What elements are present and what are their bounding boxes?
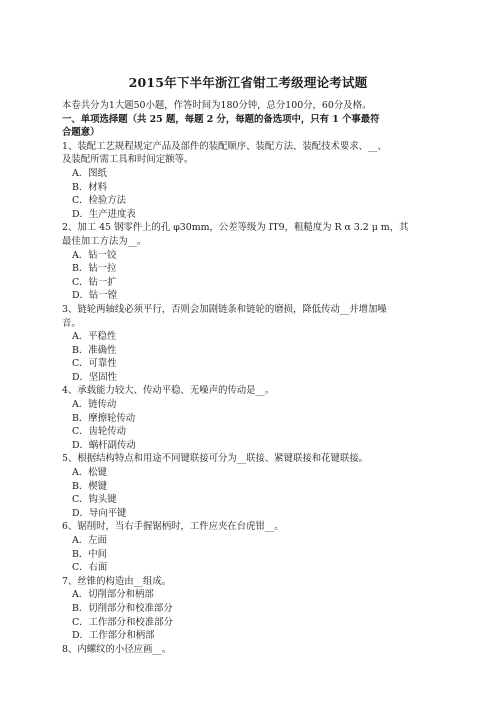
option-c: C．右面 [72,562,108,574]
option-a: A．切削部分和柄部 [72,589,154,601]
option-b: B．钻一拉 [72,263,117,275]
option-c: C．工作部分和校准部分 [72,616,173,628]
option-c: C．钻一扩 [72,276,117,288]
option-a: A．平稳性 [72,331,117,343]
question-4 [62,384,434,452]
question-text: 8、内螺纹的小径应画__。 [62,643,172,655]
option-a: A．链传动 [72,399,117,411]
option-b: B．切削部分和校准部分 [72,602,173,614]
option-d: D．坚固性 [72,371,118,383]
question-text: 3、链轮两轴线必须平行，否则会加剧链条和链轮的磨损，降低传动__并增加噪 [62,303,387,315]
question-text: 2、加工 45 钢零件上的孔 φ30mm，公差等级为 IT9，粗糙度为 R α 3.2 μ m，其 [62,222,409,234]
option-d: D．导向平键 [72,507,127,519]
question-text: 最佳加工方法为__。 [62,235,147,247]
option-d: D．生产进度表 [72,208,136,220]
question-text: 7、丝锥的构造由__组成。 [62,575,172,587]
option-c: C．可靠性 [72,358,117,370]
question-5 [62,452,434,520]
section-heading-line-2: 合题意） [62,127,100,139]
question-1 [62,140,434,222]
question-8 [62,643,434,657]
option-d: D．工作部分和柄部 [72,630,155,642]
document-page [62,74,434,656]
option-b: B．楔键 [72,480,108,492]
option-d: D．蜗杆副传动 [72,439,136,451]
question-7 [62,575,434,643]
question-text: 1、装配工艺规程规定产品及部件的装配顺序、装配方法、装配技术要求、__、 [62,140,387,152]
option-b: B．摩擦轮传动 [72,412,136,424]
exam-intro: 本卷共分为1大题50小题，作答时间为180分钟，总分100分，60分及格。 [62,100,372,111]
option-b: B．准确性 [72,344,117,356]
question-text: 4、承载能力较大、传动平稳、无噪声的传动是__。 [62,385,275,397]
option-d: D．钻一镗 [72,290,118,302]
question-text: 6、锯削时，当右手握锯柄时，工件应夹在台虎钳__。 [62,521,284,533]
option-a: A．松键 [72,467,107,479]
page-title: 2015年下半年浙江省钳工考级理论考试题 [128,75,368,90]
question-text: 音。 [62,317,81,329]
option-b: B．中间 [72,548,108,560]
option-c: C．检验方法 [72,195,127,207]
option-c: C．齿轮传动 [72,426,127,438]
option-a: A．图纸 [72,167,107,179]
question-2 [62,221,434,303]
option-b: B．材料 [72,181,108,193]
option-c: C．钩头键 [72,494,117,506]
question-text: 及装配所需工具和时间定额等。 [62,154,194,166]
option-a: A．左面 [72,535,107,546]
question-3 [62,303,434,385]
section-heading-line-1: 一、单项选择题（共 25 题，每题 2 分，每题的备选项中，只有 1 个事最符 [62,113,380,125]
question-6 [62,520,434,574]
question-text: 5、根据结构特点和用途不同键联接可分为__联接、紧键联接和花键联接。 [62,453,368,465]
option-a: A．钻一铰 [72,249,117,261]
